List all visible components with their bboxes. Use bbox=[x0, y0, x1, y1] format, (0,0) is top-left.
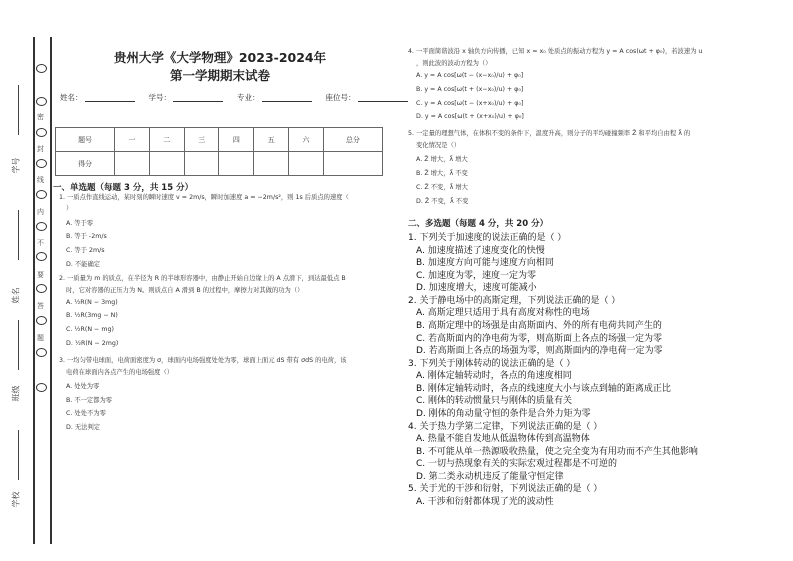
name-blank bbox=[85, 92, 135, 102]
binding-hole-icon bbox=[36, 128, 47, 137]
seal-char: 答 bbox=[37, 302, 44, 310]
option: D. y = A cos[ω(t + (x+x₀)/u) + φ₀] bbox=[416, 113, 524, 120]
side-label: 姓名 bbox=[11, 287, 21, 304]
option: C. 刚体的转动惯量只与刚体的质量有关 bbox=[416, 396, 573, 407]
binding-hole-icon bbox=[36, 284, 47, 293]
option: B. 等于 -2m/s bbox=[66, 233, 107, 240]
question: 5. 一定量的理想气体，在体积不变的条件下，温度升高，则分子的平均碰撞频率 Z̄ 和平均自由程 λ̄ 的 bbox=[408, 130, 691, 137]
seal-char: 题 bbox=[37, 333, 44, 342]
side-label: 学号 bbox=[11, 157, 21, 174]
student-id-label: 学号： bbox=[148, 93, 171, 102]
major-blank bbox=[262, 92, 312, 102]
score-cell: 一 bbox=[115, 128, 150, 152]
option: D. ½R(N − 2mg) bbox=[66, 340, 119, 347]
binding-hole-icon bbox=[36, 190, 47, 199]
option: A. 加速度描述了速度变化的快慢 bbox=[416, 245, 545, 256]
option: D. 无法判定 bbox=[66, 424, 101, 431]
option: D. 加速度增大，速度可能减小 bbox=[416, 283, 537, 294]
option: A. y = A cos[ω(t − (x−x₀)/u) + φ₀] bbox=[416, 72, 524, 79]
seal-char: 内 bbox=[37, 207, 44, 216]
seal-char: 密 bbox=[37, 113, 44, 121]
score-cell: 二 bbox=[149, 128, 184, 152]
side-label: 学校 bbox=[11, 491, 21, 508]
option: C. ½R(N − mg) bbox=[66, 326, 114, 333]
score-cell bbox=[323, 152, 382, 176]
option: C. 若高斯面内的净电荷为零，则高斯面上各点的场强一定为零 bbox=[416, 333, 663, 344]
option: D. Z̄ 不变，λ̄ 不变 bbox=[416, 198, 469, 205]
option: C. Z̄ 不变，λ̄ 增大 bbox=[416, 184, 468, 191]
option: B. 不一定都为零 bbox=[66, 397, 113, 404]
student-id-blank bbox=[173, 92, 223, 102]
section1-heading: 一、单选题（每题 3 分，共 15 分） bbox=[53, 183, 194, 193]
side-label: 班级 bbox=[11, 385, 21, 402]
question: 1. 一质点作直线运动，某时刻的瞬时速度 v = 2m/s，瞬时加速度 a = −2m/s²，则 1s 后质点的速度（ bbox=[59, 194, 349, 201]
question: 3. 下列关于刚体转动的说法正确的是（ ） bbox=[408, 358, 576, 369]
side-blank-line bbox=[18, 430, 19, 480]
seal-char: 要 bbox=[37, 270, 44, 279]
option: A. 等于零 bbox=[66, 220, 94, 227]
score-cell: 五 bbox=[254, 128, 289, 152]
score-cell bbox=[254, 152, 289, 176]
question-text: 变化情况是（） bbox=[416, 142, 461, 149]
option: A. 热量不能自发地从低温物体传到高温物体 bbox=[416, 434, 590, 445]
question: 2. 关于静电场中的高斯定理，下列说法正确的是（ ） bbox=[408, 295, 621, 306]
option: C. y = A cos[ω(t − (x+x₀)/u) + φ₀] bbox=[416, 100, 524, 107]
question-text: ，则此波的波动方程为（） bbox=[416, 60, 492, 67]
option: D. 刚体的角动量守恒的条件是合外力矩为零 bbox=[416, 408, 591, 419]
question: 4. 关于热力学第二定律，下列说法正确的是（ ） bbox=[408, 421, 603, 432]
student-info-line bbox=[60, 92, 422, 103]
binding-hole-icon bbox=[36, 383, 47, 392]
question: 4. 一平面简谐波沿 x 轴负方向传播，已知 x = x₀ 处质点的振动方程为 y = A cos(ωt + φ₀)，若波速为 u bbox=[408, 48, 703, 55]
binding-line-left bbox=[33, 37, 35, 544]
option: B. ½R(3mg − N) bbox=[66, 312, 118, 319]
option: A. 高斯定理只适用于具有高度对称性的电场 bbox=[416, 308, 590, 319]
name-label: 姓名： bbox=[60, 93, 83, 102]
score-cell: 三 bbox=[184, 128, 219, 152]
section2-heading: 二、多选题（每题 4 分，共 20 分） bbox=[408, 219, 549, 229]
option: A. 干涉和衍射都体现了光的波动性 bbox=[416, 496, 554, 507]
seal-char: 封 bbox=[37, 144, 44, 153]
side-blank-line bbox=[18, 85, 19, 135]
score-cell bbox=[184, 152, 219, 176]
binding-hole-icon bbox=[36, 348, 47, 357]
score-cell: 题号 bbox=[56, 128, 115, 152]
score-cell bbox=[219, 152, 254, 176]
seal-char: 不 bbox=[37, 239, 44, 247]
score-cell bbox=[115, 152, 150, 176]
score-cell: 总分 bbox=[323, 128, 382, 152]
question: 5. 关于光的干涉和衍射，下列说法正确的是（ ） bbox=[408, 484, 603, 495]
seat-blank bbox=[358, 92, 408, 102]
side-blank-line bbox=[18, 320, 19, 370]
binding-hole-icon bbox=[36, 97, 47, 106]
option: B. 刚体定轴转动时，各点的线速度大小与该点到轴的距离成正比 bbox=[416, 383, 671, 394]
option: D. 若高斯面上各点的场强为零，则高斯面内的净电荷一定为零 bbox=[416, 346, 663, 357]
score-cell: 四 bbox=[219, 128, 254, 152]
score-cell: 得分 bbox=[56, 152, 115, 176]
option: C. 处处不为零 bbox=[66, 410, 106, 417]
question: 3. 一均匀带电球面，电荷面密度为 σ，球面内电场强度处处为零，球面上面元 dS 带有 σdS 的电荷，该 bbox=[59, 357, 347, 364]
option: C. 一切与热现象有关的实际宏观过程都是不可逆的 bbox=[416, 459, 618, 470]
exam-subtitle: 第一学期期末试卷 bbox=[169, 68, 270, 83]
score-cell bbox=[149, 152, 184, 176]
side-blank-line bbox=[18, 210, 19, 260]
option: C. 等于 2m/s bbox=[66, 247, 105, 254]
option: B. 不可能从单一热源吸收热量，使之完全变为有用功而不产生其他影响 bbox=[416, 446, 698, 457]
option: D. 第二类永动机违反了能量守恒定律 bbox=[416, 471, 564, 482]
score-table-header-row bbox=[56, 128, 383, 152]
binding-hole-icon bbox=[36, 252, 47, 261]
binding-hole-icon bbox=[36, 222, 47, 231]
binding-line-right bbox=[50, 37, 52, 544]
question: 2. 一质量为 m 的质点，在半径为 R 的半球形容器中，由静止开始自边缘上的 A 点滑下，到达最低点 B bbox=[59, 275, 346, 282]
seal-char: 线 bbox=[37, 176, 44, 184]
option: D. 不能确定 bbox=[66, 261, 101, 268]
major-label: 专业： bbox=[237, 93, 260, 102]
option: A. ½R(N − 3mg) bbox=[66, 299, 118, 306]
binding-hole-icon bbox=[36, 64, 47, 73]
score-cell bbox=[289, 152, 324, 176]
seat-label: 座位号： bbox=[325, 93, 356, 102]
binding-hole-icon bbox=[36, 159, 47, 168]
option: C. 加速度为零，速度一定为零 bbox=[416, 270, 537, 281]
option: A. 刚体定轴转动时，各点的角速度相同 bbox=[416, 371, 572, 382]
score-table-score-row bbox=[56, 152, 383, 176]
option: B. y = A cos[ω(t + (x−x₀)/u) + φ₀] bbox=[416, 86, 524, 93]
question-text: 时，它对容器的正压力为 N。则质点自 A 滑到 B 的过程中，摩擦力对其做的功为（） bbox=[66, 287, 304, 294]
score-cell: 六 bbox=[289, 128, 324, 152]
score-table bbox=[55, 127, 383, 176]
option: B. 高斯定理中的场强是由高斯面内、外的所有电荷共同产生的 bbox=[416, 320, 662, 331]
question-text: ） bbox=[66, 205, 73, 212]
option: B. Z̄ 增大，λ̄ 不变 bbox=[416, 170, 468, 177]
binding-hole-icon bbox=[36, 316, 47, 325]
exam-title: 贵州大学《大学物理》2023-2024年 bbox=[113, 50, 327, 65]
option: B. 加速度方向可能与速度方向相同 bbox=[416, 258, 554, 269]
option: A. Z̄ 增大，λ̄ 增大 bbox=[416, 156, 468, 163]
question: 1. 下列关于加速度的说法正确的是（ ） bbox=[408, 233, 567, 243]
option: A. 处处为零 bbox=[66, 383, 100, 390]
question-text: 电荷在球面内各点产生的电场强度（） bbox=[66, 369, 174, 376]
